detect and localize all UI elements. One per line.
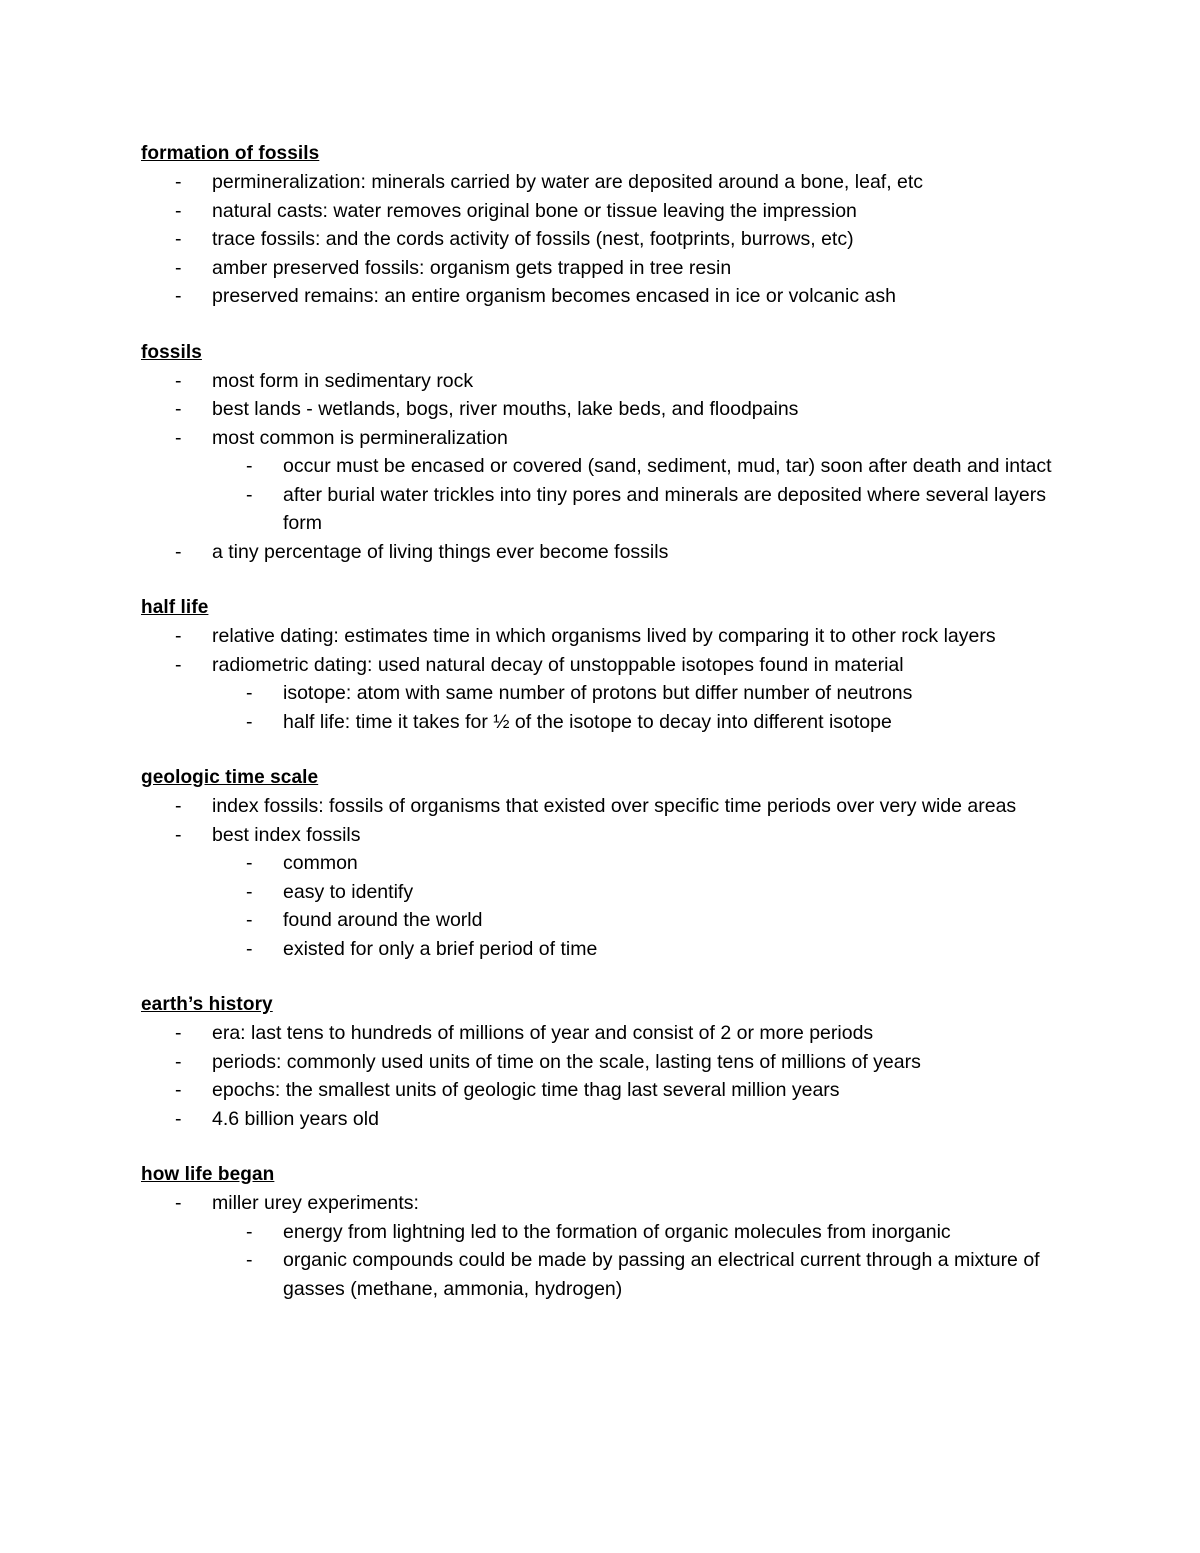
sub-bullet-list [212, 1218, 1060, 1304]
dash-bullet-icon: - [175, 795, 182, 817]
list-item [141, 1189, 1060, 1303]
sub-list-item [212, 1218, 1060, 1247]
list-item-text: natural casts: water removes original bone or tissue leaving the impression [212, 199, 857, 222]
list-item [141, 1048, 1060, 1077]
list-item-text: most form in sedimentary rock [212, 369, 474, 392]
sub-list-item [212, 481, 1060, 538]
dash-bullet-icon: - [246, 852, 253, 874]
section-heading: fossils [141, 341, 202, 363]
list-item [141, 1105, 1060, 1134]
bullet-list [141, 1189, 1060, 1303]
section [141, 991, 1060, 1133]
list-item [141, 197, 1060, 226]
list-item-text: best index fossils [212, 823, 361, 846]
dash-bullet-icon: - [175, 1050, 182, 1073]
document-body [141, 140, 1060, 1303]
list-item-text: after burial water trickles into tiny pores and minerals are deposited where several layers form [283, 483, 1047, 534]
list-item-text: permineralization: minerals carried by water are deposited around a bone, leaf, etc [212, 171, 924, 193]
list-item-text: easy to identify [283, 880, 414, 903]
dash-bullet-icon: - [246, 455, 253, 477]
sub-list-item [212, 1246, 1060, 1303]
section [141, 764, 1060, 963]
sub-list-item [212, 708, 1060, 737]
list-item [141, 821, 1060, 964]
dash-bullet-icon: - [246, 1220, 253, 1243]
list-item [141, 792, 1060, 821]
section-heading: how life began [141, 1164, 275, 1185]
dash-bullet-icon: - [246, 483, 253, 506]
dash-bullet-icon: - [246, 909, 253, 931]
sub-list-item [212, 878, 1060, 907]
list-item-text: energy from lightning led to the formation of organic molecules from inorganic [283, 1220, 951, 1243]
list-item-text: miller urey experiments: [212, 1192, 419, 1214]
sub-list-item [212, 935, 1060, 964]
bullet-list [141, 168, 1060, 311]
dash-bullet-icon: - [175, 199, 182, 222]
list-item-text: isotope: atom with same number of protons but differ number of neutrons [283, 682, 913, 704]
dash-bullet-icon: - [246, 682, 253, 704]
list-item [141, 367, 1060, 396]
sub-bullet-list [212, 679, 1060, 736]
dash-bullet-icon: - [175, 1022, 182, 1044]
sub-bullet-list [212, 849, 1060, 963]
dash-bullet-icon: - [175, 369, 182, 392]
list-item-text: occur must be encased or covered (sand, sediment, mud, tar) soon after death and intact [283, 455, 1052, 477]
sub-bullet-list [212, 452, 1060, 538]
dash-bullet-icon: - [175, 653, 182, 676]
dash-bullet-icon: - [175, 398, 182, 420]
section-heading: half life [141, 597, 209, 618]
dash-bullet-icon: - [175, 171, 182, 193]
list-item-text: amber preserved fossils: organism gets trapped in tree resin [212, 256, 732, 279]
section [141, 339, 1060, 567]
list-item [141, 225, 1060, 254]
list-item-text: most common is permineralization [212, 426, 508, 449]
sub-list-item [212, 849, 1060, 878]
dash-bullet-icon: - [246, 710, 253, 733]
bullet-list [141, 367, 1060, 567]
list-item [141, 1019, 1060, 1048]
dash-bullet-icon: - [175, 540, 182, 563]
list-item [141, 395, 1060, 424]
list-item-text: radiometric dating: used natural decay of unstoppable isotopes found in material [212, 653, 904, 676]
bullet-list [141, 792, 1060, 963]
section-heading: geologic time scale [141, 767, 319, 788]
dash-bullet-icon: - [175, 228, 182, 250]
list-item [141, 1076, 1060, 1105]
dash-bullet-icon: - [175, 625, 182, 647]
dash-bullet-icon: - [175, 1192, 182, 1214]
dash-bullet-icon: - [175, 1079, 182, 1101]
dash-bullet-icon: - [175, 256, 182, 279]
list-item [141, 254, 1060, 283]
list-item-text: existed for only a brief period of time [283, 937, 598, 960]
section [141, 594, 1060, 736]
list-item [141, 168, 1060, 197]
section [141, 1161, 1060, 1303]
list-item-text: half life: time it takes for ½ of the isotope to decay into different isotope [283, 710, 892, 733]
section-heading: earth’s history [141, 994, 273, 1015]
list-item [141, 424, 1060, 538]
sub-list-item [212, 452, 1060, 481]
dash-bullet-icon: - [175, 823, 182, 846]
list-item-text: relative dating: estimates time in which organisms lived by comparing it to other rock layers [212, 625, 996, 647]
dash-bullet-icon: - [246, 1249, 253, 1271]
list-item-text: a tiny percentage of living things ever become fossils [212, 540, 669, 563]
list-item-text: epochs: the smallest units of geologic time thag last several million years [212, 1079, 840, 1101]
list-item [141, 651, 1060, 737]
bullet-list [141, 1019, 1060, 1133]
dash-bullet-icon: - [175, 426, 182, 449]
dash-bullet-icon: - [175, 1107, 182, 1130]
dash-bullet-icon: - [246, 880, 253, 903]
bullet-list [141, 622, 1060, 736]
list-item-text: periods: commonly used units of time on the scale, lasting tens of millions of years [212, 1050, 921, 1073]
list-item-text: era: last tens to hundreds of millions of year and consist of 2 or more periods [212, 1022, 874, 1044]
list-item-text: index fossils: fossils of organisms that existed over specific time periods over very wide areas [212, 795, 1017, 817]
dash-bullet-icon: - [175, 285, 182, 307]
list-item-text: organic compounds could be made by passing an electrical current through a mixture of gasses (methane, ammonia, hydrogen) [283, 1249, 1040, 1300]
list-item-text: preserved remains: an entire organism becomes encased in ice or volcanic ash [212, 285, 896, 307]
section [141, 140, 1060, 311]
list-item-text: best lands - wetlands, bogs, river mouths, lake beds, and floodpains [212, 398, 799, 420]
list-item [141, 622, 1060, 651]
list-item [141, 538, 1060, 567]
list-item-text: found around the world [283, 909, 483, 931]
list-item-text: 4.6 billion years old [212, 1107, 379, 1130]
section-heading: formation of fossils [141, 143, 320, 164]
list-item-text: trace fossils: and the cords activity of fossils (nest, footprints, burrows, etc) [212, 228, 854, 250]
dash-bullet-icon: - [246, 937, 253, 960]
list-item [141, 282, 1060, 311]
sub-list-item [212, 679, 1060, 708]
list-item-text: common [283, 852, 358, 874]
sub-list-item [212, 906, 1060, 935]
